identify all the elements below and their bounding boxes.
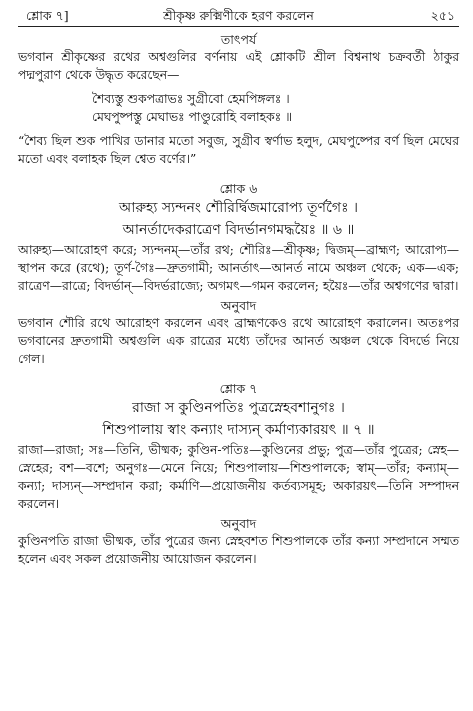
verse-6-translation-heading: অনুবাদ: [220, 298, 257, 313]
verse-line: রাজা স কুণ্ডিনপতিঃ পুত্রস্নেহবশানুগঃ ।: [132, 400, 345, 416]
header-rule: [18, 26, 459, 27]
verse-7-text: [18, 397, 459, 441]
verse-line: আনর্তাদেকরাত্রেণ বিদর্ভানগমদ্ধয়ৈঃ ॥ ৬ ॥: [122, 222, 355, 238]
verse-7-heading: শ্লোক ৭: [219, 381, 258, 396]
verse-6-translation: ভগবান শৌরি রথে আরোহণ করলেন এবং ব্রাহ্মণকেও রথে আরোহণ করালেন। অতঃপর ভগবানের দ্রুতগামী অশ্বগুলি এক রাত্রের মধ্যে তাঁদের আনর্ত অঞ্চল থেকে বিদর্ভে নিয়ে গেল।: [18, 316, 459, 366]
verse-6-synonyms: আরুহ্য—আরোহণ করে; স্যন্দনম্—তাঁর রথ; শৌরিঃ—শ্রীকৃষ্ণ; দ্বিজম্—ব্রাহ্মণ; আরোপ্য—স্থাপন করে (রথে); তূর্ণ-গৈঃ—দ্রুতগামী; আনর্তাৎ—আনর্ত নামে অঞ্চল থেকে; এক—এক; রাত্রেণ—রাত্রে; বিদর্ভান্—বিদর্ভরাজ্যে; অগমৎ—গমন করলেন; হয়ৈঃ—তাঁর অশ্বগণের দ্বারা।: [18, 243, 459, 293]
verse-line: শিশুপালায় স্বাং কন্যাং দাস্যন্ কর্মাণ্যকারয়ৎ ॥ ৭ ॥: [102, 422, 375, 438]
verse-6-text: [18, 197, 459, 241]
verse-7-synonyms: রাজা—রাজা; সঃ—তিনি, ভীষ্মক; কুণ্ডিন-পতিঃ—কুণ্ডিনের প্রভু; পুত্র—তাঁর পুত্রের; স্নেহ—স্নেহের; বশ—বশে; অনুগঃ—মেনে নিয়ে; শিশুপালায়—শিশুপালকে; স্বাম্—তাঁর; কন্যাম্—কন্যা; দাস্যন্—সম্প্রদান করা; কর্মাণি—প্রয়োজনীয় কর্তব্যসমূহ; অকারয়ৎ—তিনি সম্পাদন করলেন।: [18, 443, 459, 511]
verse-6-heading: শ্লোক ৬: [219, 181, 258, 196]
verse-line: আরুহ্য স্যন্দনং শৌরির্দ্বিজমারোপ্য তূর্ণগৈঃ ।: [118, 200, 358, 216]
purport-quote: [18, 90, 459, 126]
page-header: [18, 6, 459, 26]
verse-reference: শ্লোক ৭]: [26, 8, 69, 23]
chapter-title: শ্রীকৃষ্ণ রুক্মিণীকে হরণ করলেন: [163, 8, 314, 23]
quote-line: মেঘপুষ্পস্তু মেঘাভঃ পাণ্ডুরোহি বলাহকঃ ॥: [92, 110, 293, 124]
page-number: ২৫১: [430, 8, 455, 23]
purport-quote-translation: “শৈব্য ছিল শুক পাখির ডানার মতো সবুজ, সুগ্রীব স্বর্ণাভ হলুদ, মেঘপুষ্পের বর্ণ ছিল মেঘের মতো এবং বলাহক ছিল শ্বেত বর্ণের।”: [18, 134, 459, 166]
quote-line: শৈব্যস্তু শুকপত্রাভঃ সুগ্রীবো হেমপিঙ্গলঃ ।: [92, 92, 290, 106]
verse-7-translation: কুণ্ডিনপতি রাজা ভীষ্মক, তাঁর পুত্রের জন্য স্নেহবশত শিশুপালকে তাঁর কন্যা সম্প্রদানে সম্মত হলেন এবং সকল প্রয়োজনীয় আয়োজন করলেন।: [18, 534, 459, 566]
purport-text: ভগবান শ্রীকৃষ্ণের রথের অশ্বগুলির বর্ণনায় এই শ্লোকটি শ্রীল বিশ্বনাথ চক্রবর্তী ঠাকুর পদ্মপুরাণ থেকে উদ্ধৃত করেছেন—: [18, 50, 459, 82]
verse-7-translation-heading: অনুবাদ: [220, 516, 257, 531]
purport-heading: তাৎপর্য: [220, 32, 257, 47]
